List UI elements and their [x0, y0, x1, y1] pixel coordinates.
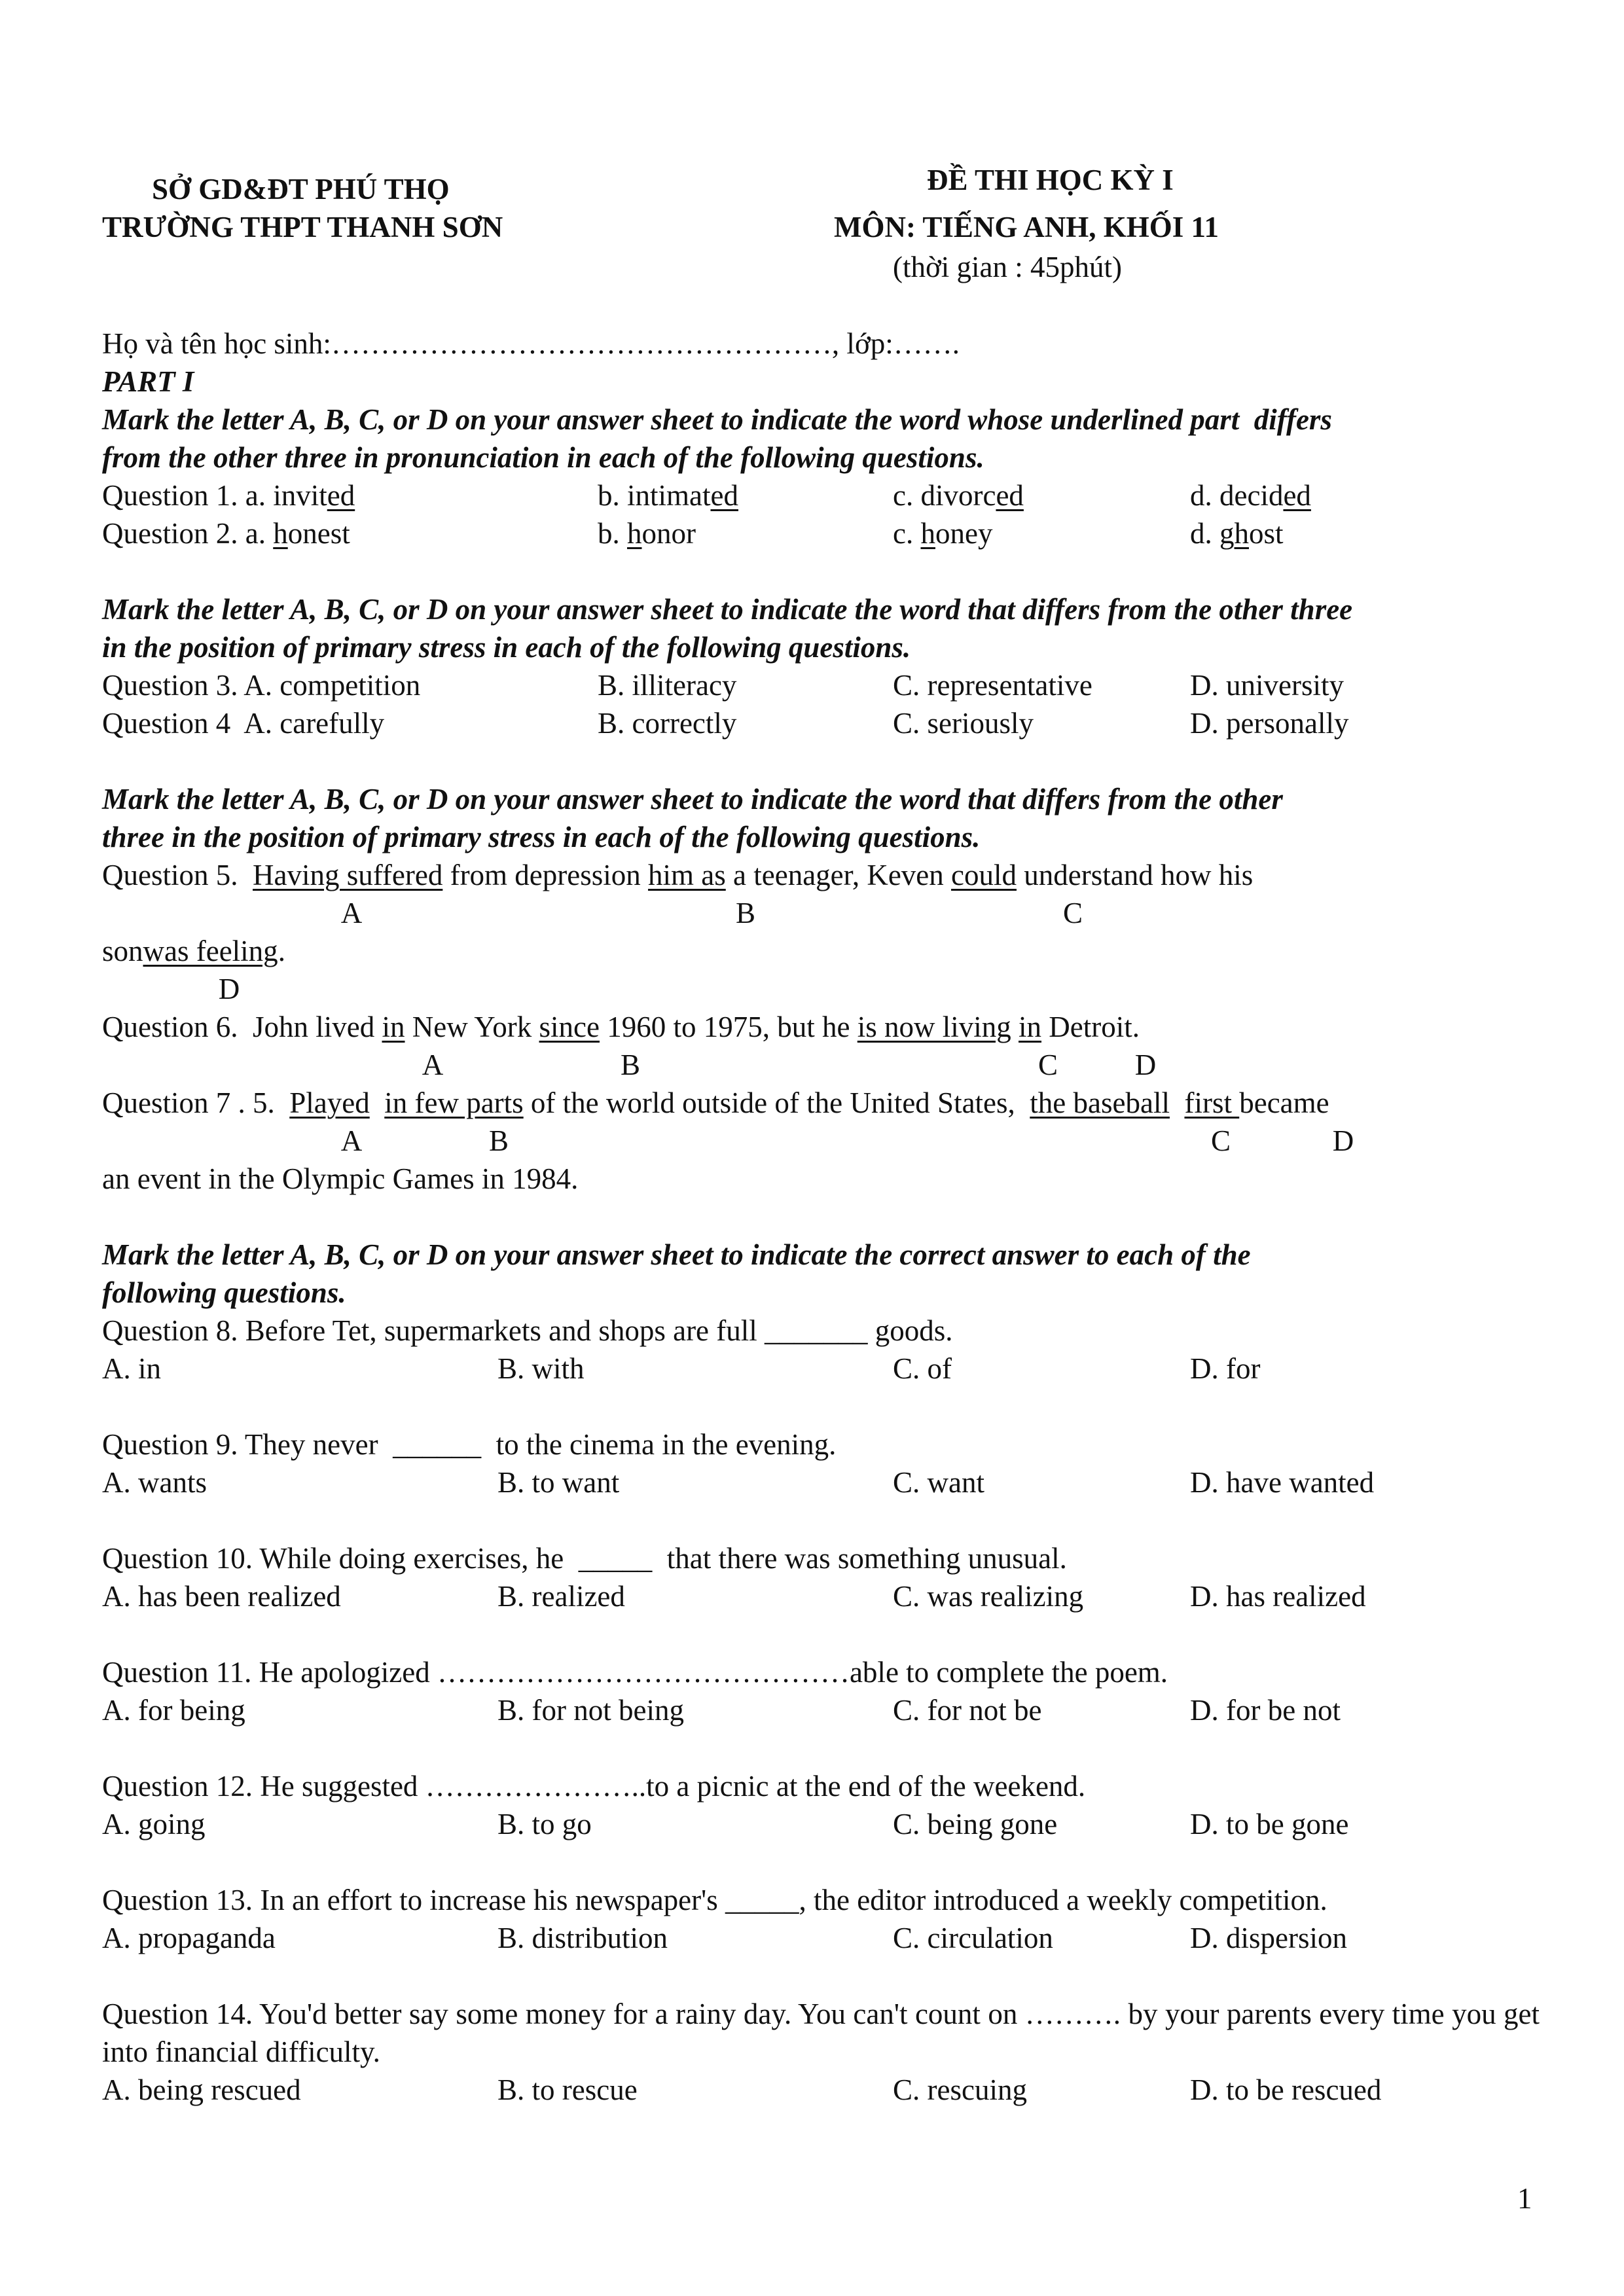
answer-option: C. was realizing: [893, 1580, 1084, 1613]
text-segment: of the world outside of the United States,: [523, 1086, 1030, 1119]
text-segment: Question 4 A. carefully: [102, 707, 385, 740]
underlined-text: ed: [996, 479, 1024, 512]
underlined-text: him as: [648, 859, 726, 891]
text-segment: Detroit.: [1041, 1011, 1140, 1043]
answer-letters-row: [102, 1046, 1540, 1084]
answer-option: [893, 666, 1092, 704]
answer-option: D. has realized: [1190, 1580, 1366, 1613]
answer-option: [102, 514, 350, 552]
answer-option: D. to be gone: [1190, 1808, 1349, 1840]
underlined-text: h: [627, 517, 642, 550]
text-segment: ost: [1249, 517, 1284, 550]
department-name: SỞ GD&ĐT PHÚ THỌ: [152, 173, 450, 206]
answer-option: A. being rescued: [102, 2073, 301, 2106]
underlined-text: in few parts: [384, 1086, 524, 1119]
answer-option: [1190, 666, 1344, 704]
text-segment: onest: [287, 517, 350, 550]
underlined-text: ed: [1283, 479, 1311, 512]
text-segment: Question 2. a.: [102, 517, 274, 550]
answer-option: [102, 666, 420, 704]
answer-options-row: [102, 1691, 1540, 1729]
underlined-text: the baseball: [1030, 1086, 1170, 1119]
answer-option: A. going: [102, 1808, 206, 1840]
text-segment: D. personally: [1190, 707, 1349, 740]
time-limit: (thời gian : 45phút): [893, 251, 1123, 283]
answer-option: C. want: [893, 1466, 984, 1499]
text-segment: onor: [641, 517, 696, 550]
question-stem: Question 9. They never ______ to the cinema in the evening.: [102, 1428, 837, 1461]
questions-container: [102, 401, 1540, 2109]
answer-letter: C: [1062, 897, 1083, 929]
text-segment: c.: [893, 517, 921, 550]
question-stem: Question 14. You'd better say some money for a rainy day. You can't count on ………. by your parents every time you get into financial difficulty.: [102, 1998, 1540, 2068]
answer-option: C. circulation: [893, 1922, 1053, 1954]
underlined-text: could: [951, 859, 1017, 891]
text-segment: Question 3. A. competition: [102, 669, 421, 702]
answer-option: A. propaganda: [102, 1922, 276, 1954]
question-row: [102, 514, 1540, 552]
question-row: [102, 476, 1540, 514]
text-segment: son: [102, 935, 143, 967]
answer-letter: D: [1134, 1049, 1157, 1081]
answer-option: B. realized: [497, 1580, 625, 1613]
instruction-text: Mark the letter A, B, C, or D on your answer sheet to indicate the word that differs from the other: [102, 783, 1283, 816]
answer-letter: D: [218, 973, 240, 1005]
underlined-text: h: [1234, 517, 1249, 550]
underlined-text: since: [539, 1011, 600, 1043]
answer-letter: A: [422, 1049, 444, 1081]
instruction-text: three in the position of primary stress in each of the following questions.: [102, 821, 981, 853]
text-segment: Question 1. a. invit: [102, 479, 327, 512]
answer-letter: B: [620, 1049, 641, 1081]
answer-letter: D: [1332, 1124, 1354, 1157]
underlined-text: ed: [327, 479, 355, 512]
answer-option: B. for not being: [497, 1694, 684, 1727]
instruction-text: in the position of primary stress in each of the following questions.: [102, 631, 911, 664]
text-segment: B. correctly: [598, 707, 737, 740]
question-sentence: [102, 932, 1540, 970]
blank-line: [102, 1501, 1540, 1539]
question-stem: Question 8. Before Tet, supermarkets and shops are full _______ goods.: [102, 1314, 953, 1347]
text-segment: a teenager, Keven: [725, 859, 952, 891]
text-segment: became: [1239, 1086, 1329, 1119]
text-segment: B. illiteracy: [598, 669, 737, 702]
instruction-text: Mark the letter A, B, C, or D on your answer sheet to indicate the correct answer to each of the: [102, 1238, 1251, 1271]
answer-option: [893, 514, 992, 552]
answer-option: [1190, 514, 1284, 552]
answer-letter: A: [340, 1124, 363, 1157]
text-segment: an event in the Olympic Games in 1984.: [102, 1162, 579, 1195]
underlined-text: Played: [289, 1086, 370, 1119]
answer-option: [598, 514, 696, 552]
blank-line: [102, 1843, 1540, 1881]
answer-letter: C: [1038, 1049, 1058, 1081]
text-segment: [370, 1086, 385, 1119]
instruction-text: from the other three in pronunciation in each of the following questions.: [102, 441, 984, 474]
text-segment: d. g: [1190, 517, 1235, 550]
text-segment: oney: [935, 517, 993, 550]
answer-option: C. rescuing: [893, 2073, 1027, 2106]
text-segment: D. university: [1190, 669, 1344, 702]
answer-option: C. for not be: [893, 1694, 1042, 1727]
answer-option: D. have wanted: [1190, 1466, 1375, 1499]
underlined-text: first: [1184, 1086, 1240, 1119]
text-segment: 1960 to 1975, but he: [600, 1011, 857, 1043]
question-sentence: [102, 856, 1540, 894]
underlined-text: was feeling: [143, 935, 278, 967]
exam-title: ĐỀ THI HỌC KỲ I: [927, 164, 1174, 196]
answer-option: [1190, 704, 1348, 742]
text-segment: [1011, 1011, 1019, 1043]
text-segment: understand how his: [1017, 859, 1254, 891]
school-name: TRƯỜNG THPT THANH SƠN: [102, 211, 503, 243]
underlined-text: Having suffered: [253, 859, 443, 891]
text-segment: b.: [598, 517, 627, 550]
question-stem: Question 11. He apologized ……………………………………able to complete the poem.: [102, 1656, 1168, 1689]
text-segment: from depression: [442, 859, 649, 891]
answer-option: A. for being: [102, 1694, 245, 1727]
underlined-text: h: [273, 517, 288, 550]
answer-option: A. has been realized: [102, 1580, 341, 1613]
text-segment: d. decid: [1190, 479, 1284, 512]
question-row: [102, 666, 1540, 704]
answer-option: B. to rescue: [497, 2073, 638, 2106]
answer-letter: C: [1210, 1124, 1231, 1157]
instruction-text: Mark the letter A, B, C, or D on your answer sheet to indicate the word that differs from the other three: [102, 593, 1353, 626]
answer-option: [598, 704, 736, 742]
question-sentence: [102, 1160, 1540, 1198]
answer-letters-row: [102, 894, 1540, 932]
subject-line: MÔN: TIẾNG ANH, KHỐI 11: [834, 211, 1219, 243]
underlined-text: ed: [710, 479, 738, 512]
instruction-text: Mark the letter A, B, C, or D on your answer sheet to indicate the word whose underlined part differs: [102, 403, 1332, 436]
underlined-text: is now living: [857, 1011, 1011, 1043]
answer-letters-row: [102, 1122, 1540, 1160]
answer-option: D. for: [1190, 1352, 1261, 1385]
answer-options-row: [102, 1919, 1540, 1957]
exam-body: [102, 325, 1540, 2109]
answer-option: A. in: [102, 1352, 161, 1385]
blank-line: [102, 1729, 1540, 1767]
answer-option: D. to be rescued: [1190, 2073, 1382, 2106]
underlined-text: in: [382, 1011, 405, 1043]
text-segment: c. divorc: [893, 479, 996, 512]
text-segment: C. seriously: [893, 707, 1034, 740]
blank-line: [102, 552, 1540, 590]
answer-options-row: [102, 2071, 1540, 2109]
blank-line: [102, 1388, 1540, 1426]
text-segment: Question 7 . 5.: [102, 1086, 290, 1119]
answer-option: D. dispersion: [1190, 1922, 1347, 1954]
answer-option: [893, 704, 1034, 742]
question-row: [102, 704, 1540, 742]
answer-letter: B: [735, 897, 756, 929]
answer-letter: A: [340, 897, 363, 929]
answer-option: B. to want: [497, 1466, 620, 1499]
answer-option: [598, 666, 736, 704]
answer-option: [102, 704, 384, 742]
blank-line: [102, 742, 1540, 780]
answer-option: B. distribution: [497, 1922, 668, 1954]
answer-letter: B: [488, 1124, 509, 1157]
blank-line: [102, 1198, 1540, 1236]
answer-option: [1190, 476, 1311, 514]
blank-line: [102, 1615, 1540, 1653]
underlined-text: in: [1019, 1011, 1042, 1043]
answer-option: C. being gone: [893, 1808, 1058, 1840]
question-stem: Question 10. While doing exercises, he _____ that there was something unusual.: [102, 1542, 1067, 1575]
text-segment: [1170, 1086, 1185, 1119]
answer-options-row: [102, 1577, 1540, 1615]
answer-option: B. with: [497, 1352, 585, 1385]
answer-option: B. to go: [497, 1808, 592, 1840]
answer-option: D. for be not: [1190, 1694, 1341, 1727]
answer-option: C. of: [893, 1352, 952, 1385]
page-number: 1: [1517, 2182, 1532, 2215]
answer-options-row: [102, 1350, 1540, 1388]
question-stem: Question 12. He suggested …………………..to a picnic at the end of the weekend.: [102, 1770, 1086, 1803]
answer-option: [893, 476, 1024, 514]
text-segment: b. intimat: [598, 479, 711, 512]
underlined-text: h: [920, 517, 935, 550]
blank-line: [102, 1957, 1540, 1995]
question-sentence: [102, 1084, 1540, 1122]
answer-letters-row: [102, 970, 1540, 1008]
answer-option: [598, 476, 738, 514]
part-label: PART I: [102, 365, 194, 398]
text-segment: New York: [405, 1011, 539, 1043]
student-info-line: Họ và tên học sinh:……………………………………………, lớp:…….: [102, 327, 960, 360]
text-segment: Question 6. John lived: [102, 1011, 382, 1043]
answer-option: [102, 476, 355, 514]
text-segment: .: [278, 935, 285, 967]
text-segment: Question 5.: [102, 859, 253, 891]
question-sentence: [102, 1008, 1540, 1046]
text-segment: C. representative: [893, 669, 1092, 702]
instruction-text: following questions.: [102, 1276, 346, 1309]
answer-options-row: [102, 1805, 1540, 1843]
answer-option: A. wants: [102, 1466, 207, 1499]
answer-options-row: [102, 1463, 1540, 1501]
question-stem: Question 13. In an effort to increase his newspaper's _____, the editor introduced a weekly competition.: [102, 1884, 1327, 1916]
